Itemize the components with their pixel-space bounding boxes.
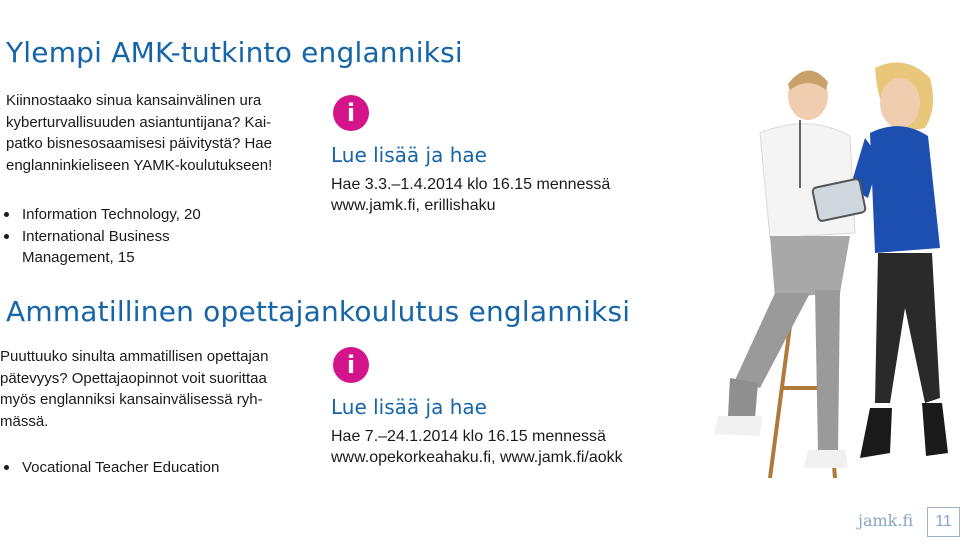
info-heading: Lue lisää ja hae: [331, 143, 487, 167]
list-item: Vocational Teacher Education: [0, 457, 219, 479]
info-details: [331, 426, 623, 468]
info-line: Hae 7.–24.1.2014 klo 16.15 mennessä: [331, 428, 606, 445]
section-intro-teacher-education: [0, 346, 269, 432]
intro-line: patko bisnesosaamisesi päivitystä? Hae: [6, 135, 272, 152]
woman-figure: [850, 62, 948, 458]
info-link[interactable]: www.opekorkeahaku.fi, www.jamk.fi/aokk: [331, 449, 623, 466]
program-list-teacher: [0, 457, 219, 479]
students-photo: [700, 58, 960, 488]
list-item: Information Technology, 20: [0, 204, 201, 226]
intro-line: Kiinnostaako sinua kansainvälinen ura: [6, 92, 262, 109]
intro-line: Puuttuuko sinulta ammatillisen opettajan: [0, 348, 269, 365]
info-line: Hae 3.3.–1.4.2014 klo 16.15 mennessä: [331, 176, 611, 193]
section-title-yamk: Ylempi AMK-tutkinto englanniksi: [6, 36, 463, 69]
info-details: [331, 174, 610, 216]
page-number: 11: [927, 507, 960, 537]
list-item-continuation: Management, 15: [22, 249, 135, 266]
intro-line: pätevyys? Opettajaopinnot voit suorittaa: [0, 369, 267, 387]
jamk-logo: jamk.fi: [858, 511, 914, 530]
section-title-teacher-education: Ammatillinen opettajankoulutus englanniksi: [6, 295, 631, 328]
list-item: International Business: [0, 226, 201, 248]
intro-line: myös englanniksi kansainvälisessä ryh-: [0, 391, 263, 408]
section-intro-yamk: [6, 90, 272, 176]
program-list-yamk: [0, 204, 201, 269]
info-heading: Lue lisää ja hae: [331, 395, 487, 419]
intro-line: mässä.: [0, 412, 49, 430]
intro-line: kyberturvallisuuden asiantuntijana? Kai-: [6, 113, 272, 131]
info-icon: i: [333, 95, 369, 131]
man-figure: [714, 70, 855, 468]
intro-line: englanninkieliseen YAMK-koulutukseen!: [6, 156, 273, 174]
info-icon: i: [333, 347, 369, 383]
info-link[interactable]: www.jamk.fi, erillishaku: [331, 197, 496, 214]
